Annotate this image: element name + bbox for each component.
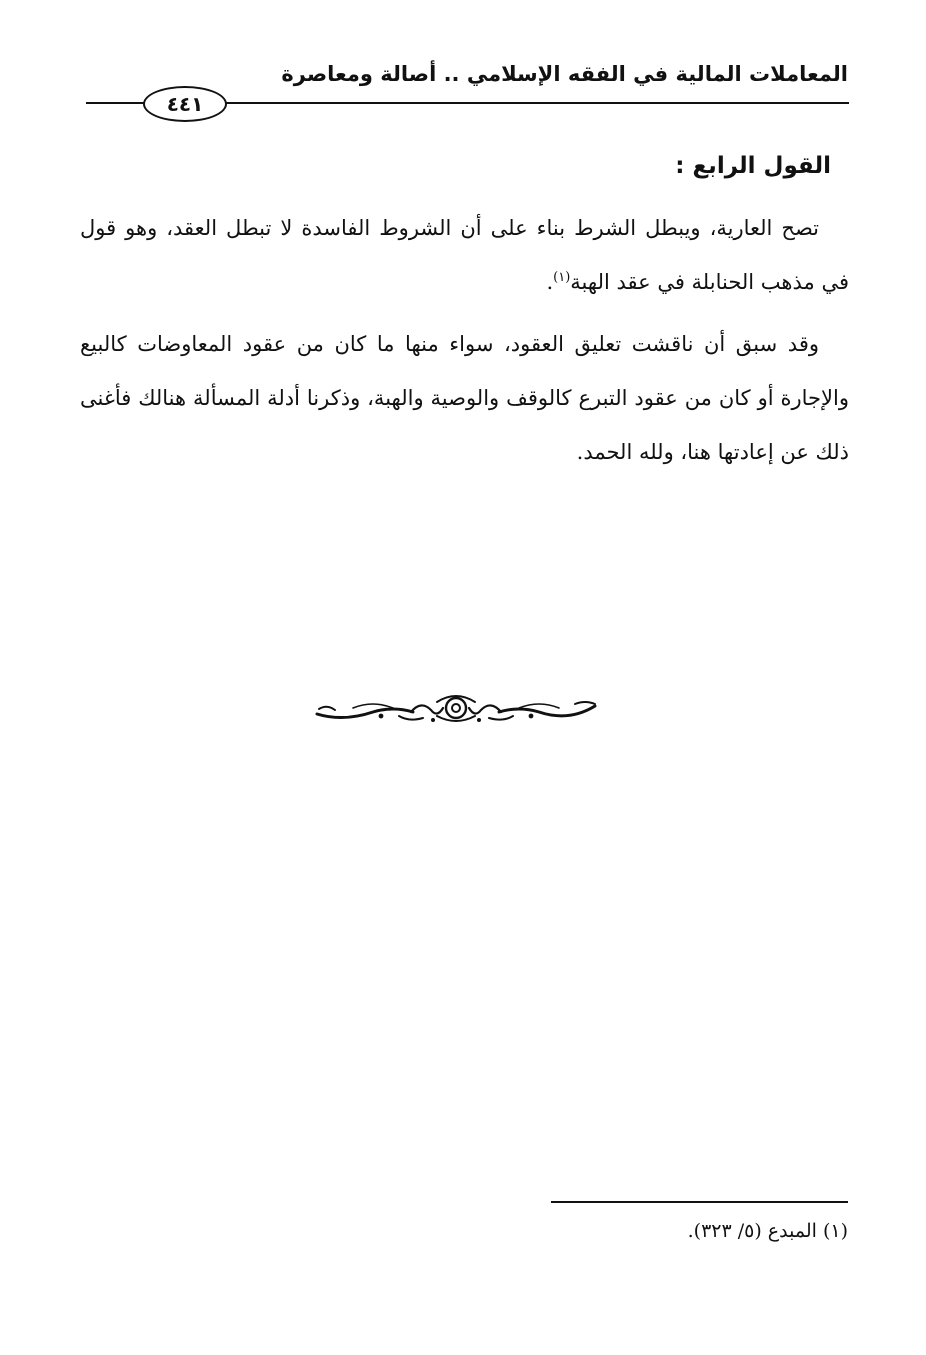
running-title: المعاملات المالية في الفقه الإسلامي .. أصالة ومعاصرة: [281, 62, 848, 86]
paragraph-1-text: تصح العارية، ويبطل الشرط بناء على أن الشروط الفاسدة لا تبطل العقد، وهو قول في مذهب الحنابلة في عقد الهبة: [80, 216, 849, 294]
paragraph-1-end: .: [546, 270, 554, 294]
page-number: [143, 86, 227, 122]
ornament-divider-icon: [313, 692, 599, 726]
footnote-separator: [551, 1201, 848, 1203]
paragraph-2: وقد سبق أن ناقشت تعليق العقود، سواء منها ما كان من عقود المعاوضات كالبيع والإجارة أو كان من عقود التبرع كالوقف والوصية والهبة، وذكرنا أدلة المسألة هنالك فأغنى ذلك عن إعادتها هنا، ولله الحمد.: [80, 332, 849, 464]
page-number-text: ٤٤١: [166, 92, 204, 116]
footnote-marker[interactable]: (١): [553, 270, 571, 285]
section-heading: القول الرابع :: [675, 153, 831, 179]
footnote-1: (١) المبدع (٥/ ٣٢٣).: [687, 1220, 848, 1242]
paragraph-1: [80, 201, 849, 309]
main-text: [80, 145, 849, 479]
